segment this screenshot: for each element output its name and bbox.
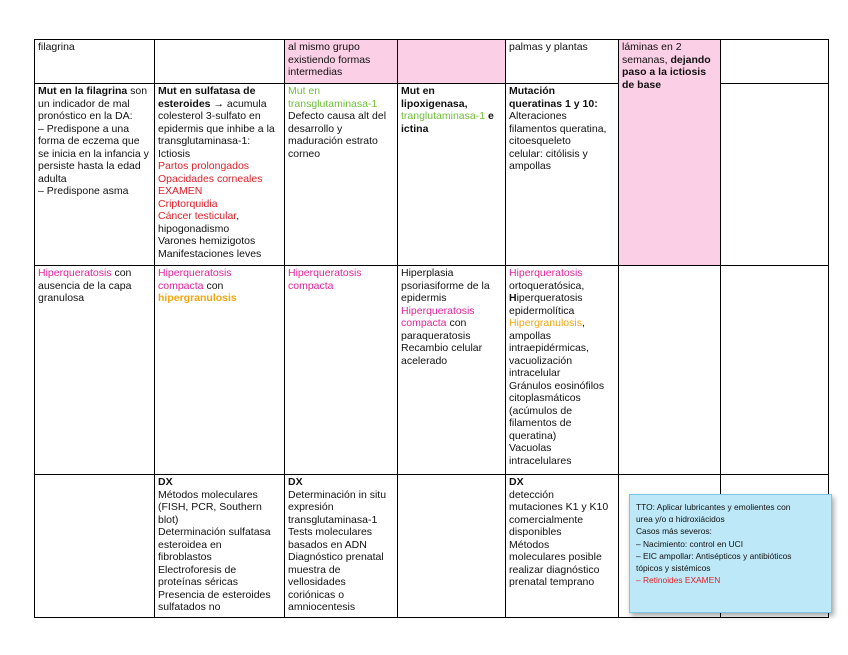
table-cell: Hiperqueratosis con ausencia de la capa granulosa: [35, 266, 155, 475]
table-cell: Mutación queratinas 1 y 10: Alteraciones filamentos queratina, citoesqueleto celular: citólisis y ampollas: [506, 84, 619, 266]
table-cell: [721, 266, 829, 475]
table-cell: Hiperqueratosis ortoqueratósica, Hiperqueratosis epidermolítica Hipergranulosis, ampollas intraepidérmicas, vacuolización intracelular Gránulos eosinófilos citoplasmáticos (acúmulos de filamentos de queratina) Vacuolas intracelulares: [506, 266, 619, 475]
table-cell: Mut en lipoxigenasa, tranglutaminasa-1 e ictina: [398, 84, 506, 266]
table-cell: Mut en la filagrina son un indicador de mal pronóstico en la DA: – Predispone a una forma de eczema que se inicia en la infancia y persiste hasta la edad adulta – Predispone asma: [35, 84, 155, 266]
table-cell: [35, 475, 155, 618]
table-cell: palmas y plantas: [506, 40, 619, 84]
treatment-note-box: TTO: Aplicar lubricantes y emolientes con urea y/o α hidroxiácidos Casos más severos: – Nacimiento: control en UCI – EIC ampollar: Antisépticos y antibióticos tópicos y sistémicos – Retinoides EXAMEN: [629, 494, 832, 613]
table-cell: Hiperqueratosis compacta con hipergranulosis: [155, 266, 285, 475]
table-row: [35, 266, 829, 475]
table-cell: filagrina: [35, 40, 155, 84]
table-cell: Mut en transglutaminasa-1 Defecto causa alt del desarrollo y maduración estrato corneo: [285, 84, 398, 266]
table-cell: Mut en sulfatasa de esteroides → acumula colesterol 3-sulfato en epidermis que inhibe a la transglutaminasa-1: Ictiosis Partos prolongados Opacidades corneales EXAMEN Criptorquidia Cáncer testicular, hipogonadismo Varones hemizigotos Manifestaciones leves: [155, 84, 285, 266]
table-cell: DX Determinación in situ expresión transglutaminasa-1 Tests moleculares basados en ADN Diagnóstico prenatal muestra de vellosidades coriónicas o amniocentesis: [285, 475, 398, 618]
table-row: [35, 40, 829, 84]
table-cell: al mismo grupo existiendo formas intermedias: [285, 40, 398, 84]
table-cell: [721, 40, 829, 84]
table-cell: [398, 475, 506, 618]
table-cell: [619, 266, 721, 475]
table-cell: Hiperplasia psoriasiforme de la epidermis Hiperqueratosis compacta con paraqueratosis Recambio celular acelerado: [398, 266, 506, 475]
table-cell: [155, 40, 285, 84]
table-cell: [721, 84, 829, 266]
table-cell: DX Métodos moleculares (FISH, PCR, Southern blot) Determinación sulfatasa esteroidea en fibroblastos Electroforesis de proteínas séricas Presencia de esteroides sulfatados no: [155, 475, 285, 618]
table-cell: [398, 40, 506, 84]
table-cell: Hiperqueratosis compacta: [285, 266, 398, 475]
table-cell: láminas en 2 semanas, dejando paso a la ictiosis de base: [619, 40, 721, 266]
table-cell: DX detección mutaciones K1 y K10 comercialmente disponibles Métodos moleculares posible realizar diagnóstico prenatal temprano: [506, 475, 619, 618]
